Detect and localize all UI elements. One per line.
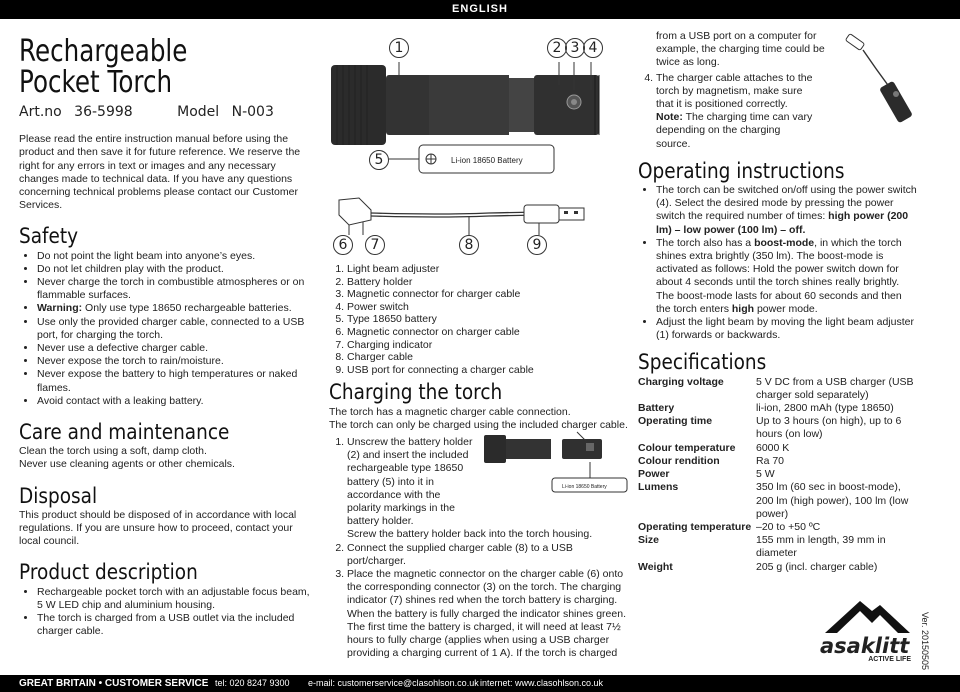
column-right	[638, 30, 918, 574]
spec-value: 155 mm in length, 39 mm in diameter	[756, 534, 886, 560]
charging-steps	[329, 436, 629, 660]
safety-item-warning	[37, 302, 311, 315]
battery-holder-shape	[534, 75, 599, 135]
part-item: 6. Magnetic connector on charger cable	[347, 326, 629, 339]
spec-key: Power	[638, 468, 670, 481]
part-item: 7. Charging indicator	[347, 339, 629, 352]
intro-text: Please read the entire instruction manual before using the product and then save it for future reference. We reserve the right for any errors in text or images and any necessary changes made to technical data. If you have any questions concerning technical problems please contact our Customer Services.	[19, 133, 301, 212]
op2-text-b: , in which the torch shines extra brightly (350 lm). The boost-mode is activated as follows: Hold the power switch down for about 4 seconds until the torch shines really brightly. The boost-mode lasts for about 60 seconds and then the torch enters	[656, 236, 902, 315]
step-4-text: The charger cable attaches to the torch by magnetism, make sure that it is positioned correctly.	[656, 71, 813, 111]
logo-text: asaklitt	[820, 634, 910, 658]
safety-list	[19, 250, 311, 408]
torch-head-shape	[331, 65, 386, 145]
safety-item: • Never use a defective charger cable.	[37, 342, 311, 355]
footer-tel: tel: 020 8247 9300	[215, 678, 290, 688]
language-bar	[0, 0, 960, 19]
callout-2: 2	[547, 38, 567, 58]
operating-heading: Operating instructions	[638, 158, 845, 183]
op1-modes: high power (200 lm) – low power (100 lm) – off.	[656, 210, 909, 236]
product-item: • The torch is charged from a USB outlet via the included charger cable.	[37, 612, 311, 638]
torch-illustration	[329, 30, 629, 260]
mountain-icon	[820, 595, 915, 635]
model-value: N-003	[231, 104, 274, 120]
spec-value: 350 lm (60 sec in boost-mode), 200 lm (high power), 100 lm (low power)	[756, 481, 909, 520]
safety-heading: Safety	[19, 224, 79, 249]
spec-key: Colour rendition	[638, 454, 720, 467]
op1-text: The torch can be switched on/off using the power switch (4). Select the desired mode by pressing the power switch the required number of times:	[656, 184, 917, 223]
small-battery-label: Li-ion 18650 Battery	[562, 483, 607, 490]
asaklitt-logo	[820, 595, 915, 663]
op2-bold: boost-mode	[754, 236, 815, 249]
magnetic-connector-shape	[339, 198, 371, 225]
callout-8: 8	[459, 235, 479, 255]
safety-item: • Use only the provided charger cable, connected to a USB port, for charging the torch.	[37, 316, 311, 342]
spec-key: Weight	[638, 560, 673, 573]
care-text-1: Clean the torch using a soft, damp cloth.	[19, 445, 207, 458]
charging-step	[656, 72, 816, 151]
spec-key: Charging voltage	[638, 375, 724, 388]
charging-intro-2: The torch can only be charged using the included charger cable.	[329, 418, 628, 431]
charging-heading: Charging the torch	[329, 380, 503, 405]
care-text-2: Never use cleaning agents or other chemicals.	[19, 458, 235, 471]
part-item: 8. Charger cable	[347, 351, 629, 364]
spec-value: 6000 K	[756, 441, 790, 454]
logo-subtext: ACTIVE LIFE	[868, 656, 911, 663]
part-item: 2. Battery holder	[347, 276, 629, 289]
specs-table	[638, 376, 918, 574]
spec-value: 5 W	[756, 468, 775, 481]
footer-internet[interactable]: internet: www.clasohlson.co.uk	[480, 678, 604, 688]
disposal-text: This product should be disposed of in accordance with local regulations. If you are unsure how to proceed, contact your local council.	[19, 508, 297, 548]
model-label: Model	[177, 104, 220, 120]
cable-torch-illustration	[838, 32, 928, 132]
note-text: The charging time can vary depending on the charging source.	[656, 111, 813, 150]
spec-value: 5 V DC from a USB charger (USB charger sold separately)	[756, 375, 914, 401]
callout-6: 6	[333, 235, 353, 255]
spec-key: Battery	[638, 402, 675, 415]
safety-item: • Do not let children play with the product.	[37, 263, 311, 276]
callout-1: 1	[389, 38, 409, 58]
torch-diagram	[329, 30, 629, 260]
version-text: Ver. 20150505	[920, 612, 930, 671]
language-label: ENGLISH	[452, 3, 508, 15]
page-title	[19, 36, 258, 98]
callout-3: 3	[565, 38, 585, 58]
product-heading: Product description	[19, 560, 198, 585]
battery-label: Li-ion 18650 Battery	[451, 156, 523, 165]
operating-item: • Adjust the light beam by moving the light beam adjuster (1) forwards or backwards.	[656, 316, 918, 342]
product-list	[19, 586, 311, 639]
charging-step: 2. Connect the supplied charger cable (8) to a USB port/charger.	[347, 542, 629, 568]
spec-value: 205 g (incl. charger cable)	[756, 560, 878, 573]
spec-value: Up to 3 hours (on high), up to 6 hours (on low)	[756, 415, 902, 441]
product-item: • Rechargeable pocket torch with an adjustable focus beam, 5 W LED chip and aluminium housing.	[37, 586, 311, 612]
operating-list	[638, 184, 918, 342]
part-item: 3. Magnetic connector for charger cable	[347, 288, 629, 301]
specs-heading: Specifications	[638, 350, 767, 375]
op2-text-a: The torch also has a	[656, 236, 755, 249]
usb-plug-shape	[524, 205, 559, 223]
title-line-1: Rechargeable	[19, 34, 188, 69]
continued-text: from a USB port on a computer for example, the charging time could be twice as long.	[656, 30, 825, 69]
torch-small-illustration	[482, 430, 632, 510]
spec-key: Operating time	[638, 415, 713, 428]
footer-region: GREAT BRITAIN • CUSTOMER SERVICE	[19, 678, 209, 689]
part-item: 4. Power switch	[347, 301, 629, 314]
callout-9: 9	[527, 235, 547, 255]
footer-email[interactable]: e-mail: customerservice@clasohlson.co.uk	[308, 678, 479, 688]
disposal-heading: Disposal	[19, 483, 98, 508]
spec-key: Operating temperature	[638, 520, 752, 533]
callout-5: 5	[369, 150, 389, 170]
safety-item: • Do not point the light beam into anyone’s eyes.	[37, 250, 311, 263]
callout-4: 4	[583, 38, 603, 58]
charging-step: 3. Place the magnetic connector on the charger cable (6) onto the corresponding connector (3) on the torch. The charging indicator (7) shines red when the torch battery is charging. When the battery is fully charged the indicator shines green. The first time the battery is charged, it will need at least 7½ hours to fully charge (applies when using a USB charger providing a charging current of 1 A). If the torch is charged	[347, 568, 629, 660]
title-line-2: Pocket Torch	[19, 65, 173, 100]
spec-key: Size	[638, 534, 660, 547]
step-1-text: 1. Unscrew the battery holder (2) and insert the included rechargeable type 18650 battery (5) into it in accordance with the polarity markings in the battery holder.	[347, 435, 473, 528]
spec-value: li-ion, 2800 mAh (type 18650)	[756, 402, 894, 415]
warning-label: Warning:	[37, 302, 83, 315]
part-item: 1. Light beam adjuster	[347, 263, 629, 276]
part-item: 5. Type 18650 battery	[347, 313, 629, 326]
op2-high: high	[731, 302, 755, 315]
column-left	[19, 30, 311, 639]
safety-item: • Avoid contact with a leaking battery.	[37, 395, 311, 408]
charging-step	[347, 436, 629, 542]
spec-key: Lumens	[638, 481, 679, 494]
art-value: 36-5998	[74, 104, 133, 120]
note-label: Note:	[656, 111, 683, 124]
operating-item	[656, 237, 918, 316]
art-label: Art.no	[19, 104, 62, 120]
callout-7: 7	[365, 235, 385, 255]
safety-item: • Never charge the torch in combustible atmospheres or on flammable surfaces.	[37, 276, 311, 302]
charging-intro-1: The torch has a magnetic charger cable connection.	[329, 405, 571, 418]
safety-item: • Never expose the battery to high temperatures or naked flames.	[37, 368, 311, 394]
column-middle	[329, 30, 629, 660]
parts-list	[329, 263, 629, 376]
spec-value: –20 to +50 ºC	[756, 520, 821, 533]
warning-text: Only use type 18650 rechargeable batteries.	[82, 302, 292, 315]
operating-item	[656, 184, 918, 237]
op2-text-c: power mode.	[754, 302, 818, 315]
safety-item: • Never expose the torch to rain/moisture.	[37, 355, 311, 368]
part-item: 9. USB port for connecting a charger cable	[347, 364, 629, 377]
spec-value: Ra 70	[756, 454, 785, 467]
article-model-line	[19, 106, 311, 119]
care-heading: Care and maintenance	[19, 420, 230, 445]
step-1b-text: Screw the battery holder back into the torch housing.	[347, 528, 593, 541]
footer-bar	[0, 675, 960, 692]
spec-key: Colour temperature	[638, 441, 736, 454]
